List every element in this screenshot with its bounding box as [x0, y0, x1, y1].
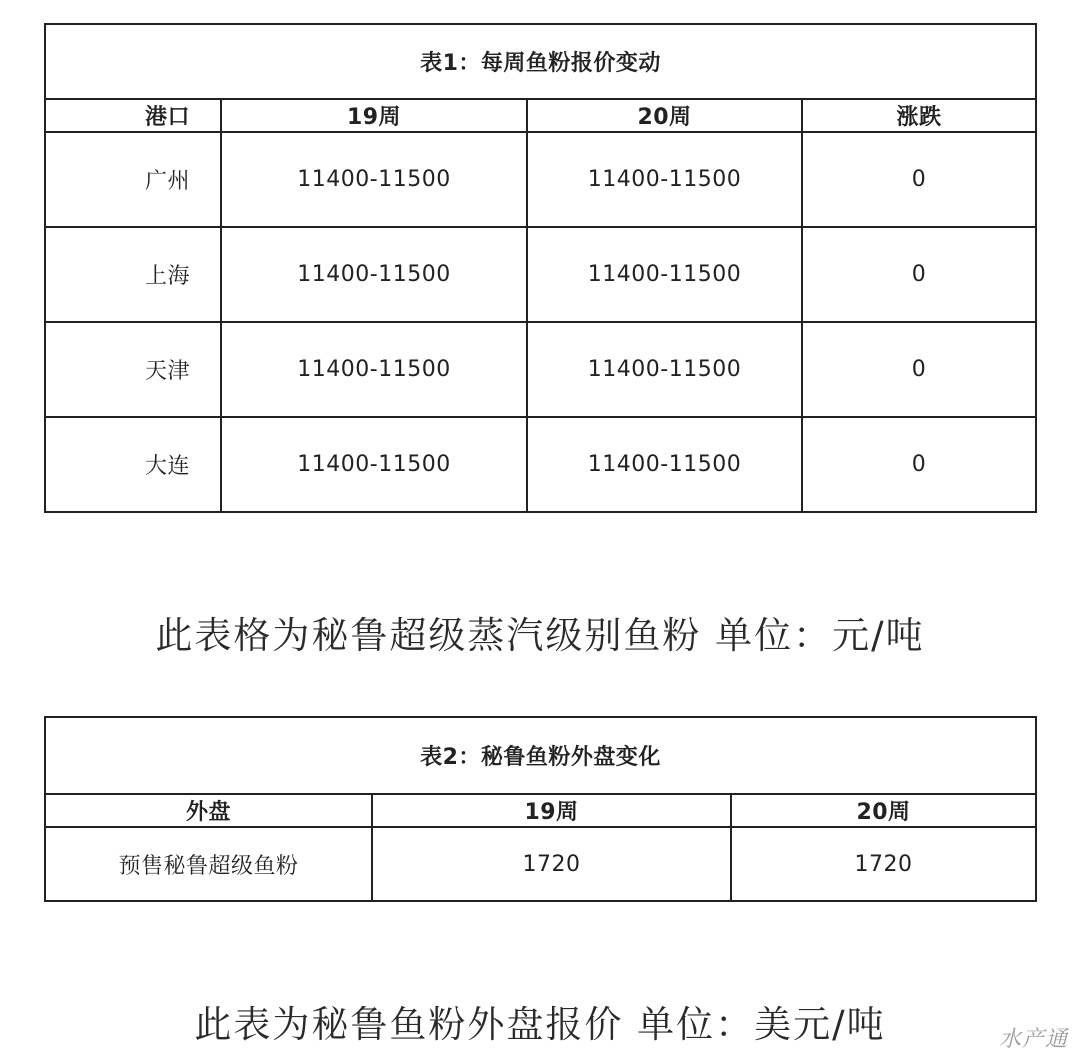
table1-caption: 表1：每周鱼粉报价变动: [45, 24, 1036, 99]
week19-price-cell: 11400-11500: [221, 132, 527, 227]
week19-price-cell: 11400-11500: [221, 417, 527, 512]
change-cell: 0: [802, 132, 1036, 227]
week20-price-cell: 11400-11500: [527, 417, 802, 512]
week20-price-cell: 11400-11500: [527, 322, 802, 417]
week20-price-cell: 11400-11500: [527, 132, 802, 227]
column-header-offshore: 外盘: [45, 794, 372, 827]
week20-price-cell: 1720: [731, 827, 1036, 901]
port-cell: 天津: [45, 322, 221, 417]
table1-header-row: [45, 99, 1036, 132]
port-cell: 广州: [45, 132, 221, 227]
column-header-week20: 20周: [731, 794, 1036, 827]
change-cell: 0: [802, 322, 1036, 417]
item-cell: 预售秘鲁超级鱼粉: [45, 827, 372, 901]
week20-price-cell: 11400-11500: [527, 227, 802, 322]
table-row: [45, 227, 1036, 322]
week19-price-cell: 1720: [372, 827, 731, 901]
change-cell: 0: [802, 417, 1036, 512]
week19-price-cell: 11400-11500: [221, 322, 527, 417]
column-header-week20: 20周: [527, 99, 802, 132]
table-row: [45, 132, 1036, 227]
change-cell: 0: [802, 227, 1036, 322]
table-row: [45, 417, 1036, 512]
column-header-week19: 19周: [221, 99, 527, 132]
table2-unit-note: 此表为秘鲁鱼粉外盘报价 单位：美元/吨: [194, 1003, 886, 1046]
table1-unit-note: 此表格为秘鲁超级蒸汽级别鱼粉 单位：元/吨: [155, 614, 925, 657]
weekly-fishmeal-price-table: [44, 23, 1037, 513]
table2-caption: 表2：秘鲁鱼粉外盘变化: [45, 717, 1036, 794]
peru-fishmeal-offshore-table: [44, 716, 1037, 902]
watermark-logo: 水产通: [998, 1027, 1068, 1052]
table-row: [45, 322, 1036, 417]
table2-header-row: [45, 794, 1036, 827]
table-row: [45, 827, 1036, 901]
port-cell: 上海: [45, 227, 221, 322]
column-header-change: 涨跌: [802, 99, 1036, 132]
port-cell: 大连: [45, 417, 221, 512]
column-header-week19: 19周: [372, 794, 731, 827]
column-header-port: 港口: [45, 99, 221, 132]
week19-price-cell: 11400-11500: [221, 227, 527, 322]
